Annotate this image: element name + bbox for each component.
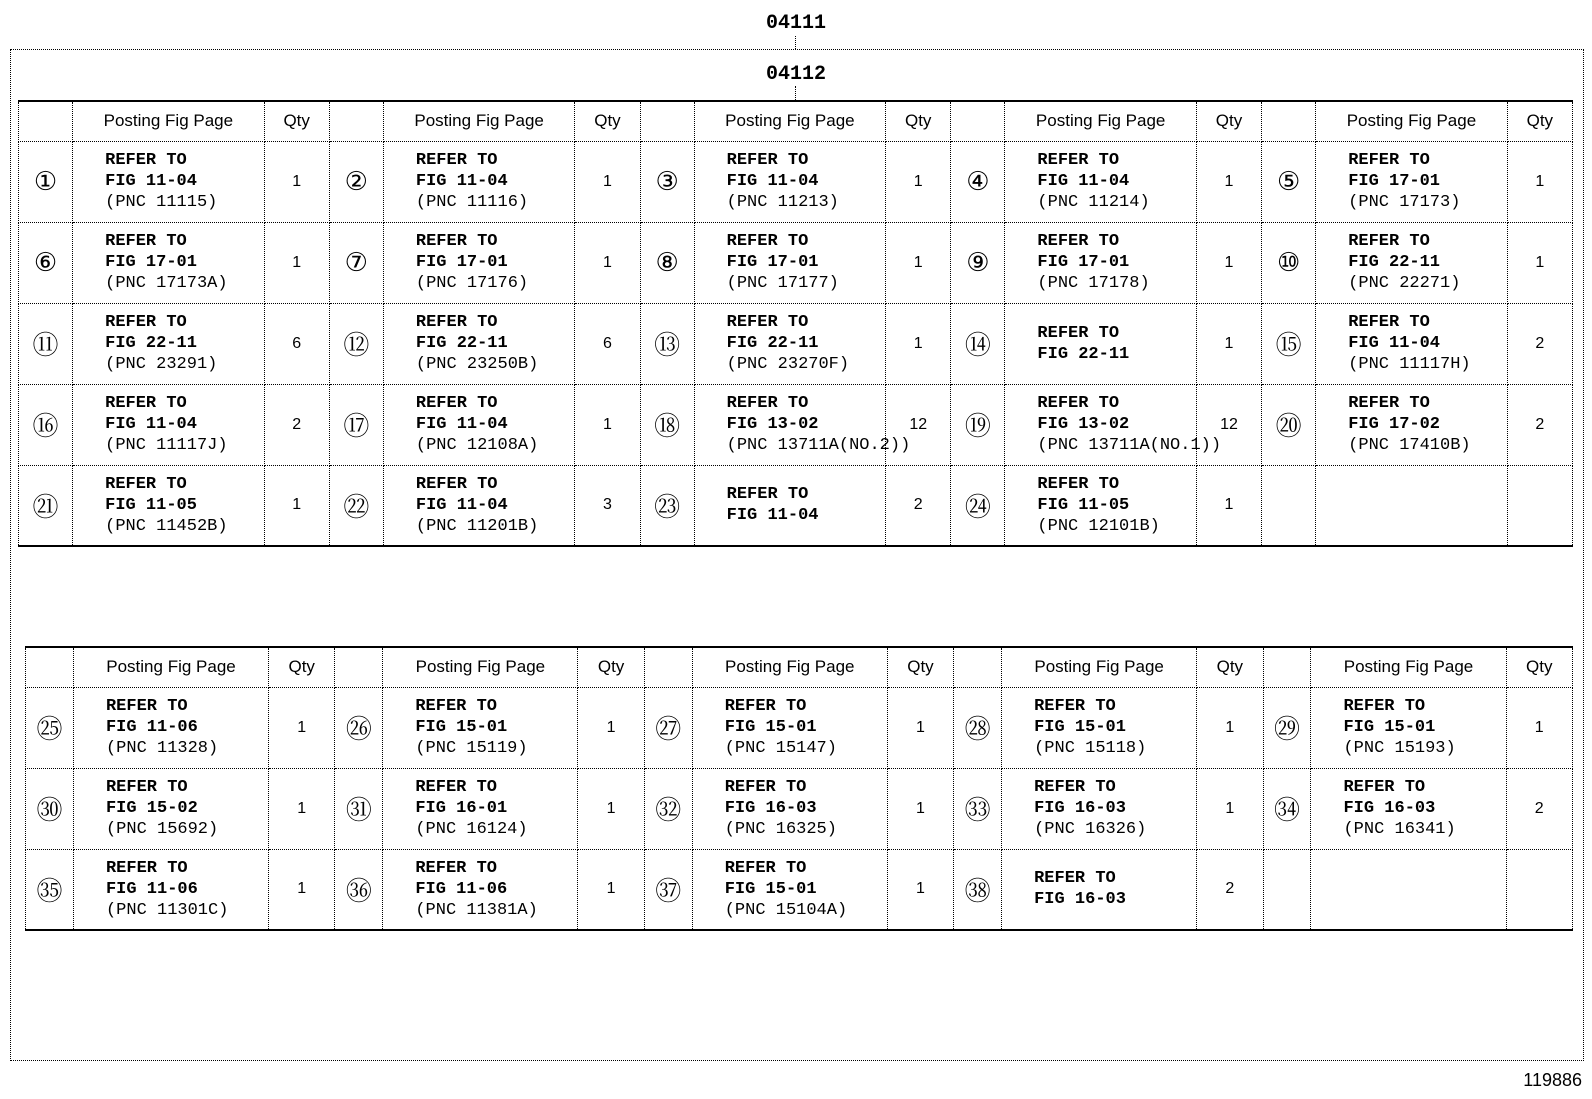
fig-number: FIG 15-01 — [1034, 718, 1126, 737]
header-posting-fig-page: Posting Fig Page — [383, 101, 574, 141]
refer-to-text: REFER TO — [415, 778, 497, 797]
quantity: 2 — [1507, 384, 1572, 465]
refer-to-text: REFER TO — [105, 313, 187, 332]
item-number: ⑱ — [640, 384, 694, 465]
item-number: ② — [329, 141, 383, 222]
pnc-number: (PNC 11213) — [726, 193, 839, 212]
pnc-number: (PNC 11117J) — [105, 436, 228, 455]
item-number: ⑰ — [329, 384, 383, 465]
quantity: 1 — [1196, 222, 1261, 303]
quantity: 1 — [578, 768, 644, 849]
quantity: 1 — [575, 222, 640, 303]
pnc-number: (PNC 17178) — [1037, 274, 1150, 293]
posting-fig-reference — [73, 141, 264, 222]
posting-fig-reference — [1005, 303, 1196, 384]
quantity: 12 — [1196, 384, 1261, 465]
refer-to-text: REFER TO — [1037, 394, 1120, 413]
refer-to-text: REFER TO — [726, 232, 809, 251]
refer-to-text: REFER TO — [724, 858, 807, 878]
header-qty: Qty — [575, 101, 640, 141]
refer-to-text: REFER TO — [105, 858, 188, 878]
refer-to-text: REFER TO — [726, 394, 809, 413]
refer-to-text: REFER TO — [415, 394, 498, 413]
item-number: ㉓ — [640, 465, 694, 546]
pnc-number: (PNC 22271) — [1348, 274, 1461, 293]
refer-to-text: REFER TO — [1037, 151, 1120, 170]
posting-fig-reference — [1316, 384, 1507, 465]
quantity: 1 — [575, 384, 640, 465]
table-row — [19, 384, 1573, 465]
fig-number: FIG 15-01 — [415, 718, 508, 737]
pnc-number: (PNC 11301C) — [105, 900, 229, 920]
header-posting-fig-page: Posting Fig Page — [1316, 101, 1507, 141]
pnc-number: (PNC 17410B) — [1348, 436, 1471, 455]
item-number: ⑥ — [19, 222, 73, 303]
item-number: ㊳ — [954, 849, 1002, 930]
header-index-cell — [19, 101, 73, 141]
quantity — [1507, 465, 1572, 546]
pnc-number: (PNC 15118) — [1034, 739, 1147, 758]
quantity: 1 — [269, 849, 335, 930]
quantity: 1 — [578, 687, 644, 768]
posting-fig-reference — [383, 687, 578, 768]
quantity: 1 — [887, 849, 953, 930]
item-number: ⑭ — [951, 303, 1005, 384]
item-number: ㉚ — [26, 768, 74, 849]
item-number: ㉜ — [644, 768, 692, 849]
table-row — [26, 849, 1573, 930]
table-row — [26, 768, 1573, 849]
posting-fig-reference — [1005, 384, 1222, 465]
item-number — [1263, 849, 1311, 930]
fig-number: FIG 22-11 — [1037, 344, 1130, 364]
fig-number: FIG 11-06 — [415, 879, 508, 899]
item-number: ㉔ — [951, 465, 1005, 546]
posting-fig-reference — [1005, 141, 1196, 222]
fig-number: FIG 11-06 — [105, 718, 198, 737]
quantity: 1 — [886, 303, 951, 384]
pnc-number: (PNC 11214) — [1037, 193, 1150, 212]
item-number: ㉘ — [954, 687, 1002, 768]
posting-fig-reference — [1316, 222, 1507, 303]
header-qty: Qty — [886, 101, 951, 141]
quantity: 2 — [264, 384, 329, 465]
refer-to-text: REFER TO — [724, 778, 807, 797]
item-number: ㉑ — [19, 465, 73, 546]
fig-number: FIG 16-03 — [1343, 799, 1436, 818]
refer-to-text: REFER TO — [1348, 394, 1430, 413]
header-index-cell — [644, 647, 692, 687]
refer-to-text: REFER TO — [415, 232, 498, 251]
refer-to-text: REFER TO — [726, 151, 809, 170]
item-number: ㉟ — [26, 849, 74, 930]
item-number: ⑲ — [951, 384, 1005, 465]
item-number: ⑩ — [1262, 222, 1316, 303]
pnc-number: (PNC 15119) — [415, 739, 528, 758]
pnc-number: (PNC 11381A) — [415, 900, 538, 920]
item-number: ⑪ — [19, 303, 73, 384]
posting-fig-reference — [73, 687, 268, 768]
pnc-number: (PNC 15692) — [105, 820, 219, 839]
header-qty: Qty — [578, 647, 644, 687]
posting-fig-reference — [383, 303, 574, 384]
fig-number: FIG 11-06 — [105, 879, 198, 899]
quantity: 1 — [264, 465, 329, 546]
refer-to-text: REFER TO — [1343, 697, 1426, 716]
posting-fig-reference — [1002, 849, 1197, 930]
pnc-number: (PNC 13711A(NO.1)) — [1037, 436, 1222, 455]
posting-fig-reference — [73, 768, 268, 849]
fig-number: FIG 16-03 — [1034, 799, 1126, 818]
posting-fig-reference — [694, 303, 885, 384]
fig-number: FIG 11-04 — [1348, 334, 1441, 353]
pnc-number: (PNC 23291) — [105, 355, 218, 374]
fig-number: FIG 17-01 — [1037, 253, 1130, 272]
fig-number: FIG 22-11 — [726, 334, 819, 353]
pnc-number: (PNC 11201B) — [415, 516, 539, 536]
refer-to-text: REFER TO — [726, 485, 809, 505]
pnc-number: (PNC 17177) — [726, 274, 839, 293]
item-number: ③ — [640, 141, 694, 222]
fig-number: FIG 17-01 — [105, 253, 197, 272]
quantity: 1 — [886, 141, 951, 222]
header-index-cell — [1262, 101, 1316, 141]
quantity: 1 — [1506, 687, 1572, 768]
fig-number: FIG 11-04 — [415, 495, 508, 515]
refer-to-text: REFER TO — [1034, 697, 1116, 716]
pnc-number: (PNC 23250B) — [415, 355, 539, 374]
quantity: 2 — [1506, 768, 1572, 849]
fig-number: FIG 22-11 — [105, 334, 197, 353]
refer-to-text: REFER TO — [415, 858, 497, 878]
refer-to-text: REFER TO — [1348, 313, 1430, 332]
header-qty: Qty — [1507, 101, 1572, 141]
item-number: ⑬ — [640, 303, 694, 384]
item-number: ⑯ — [19, 384, 73, 465]
reference-table-2 — [25, 646, 1573, 931]
refer-to-text: REFER TO — [1343, 778, 1426, 797]
posting-fig-reference — [692, 768, 887, 849]
quantity: 1 — [578, 849, 644, 930]
fig-number: FIG 15-02 — [105, 799, 198, 818]
quantity: 6 — [264, 303, 329, 384]
posting-fig-reference — [1002, 768, 1197, 849]
item-number: ㉞ — [1263, 768, 1311, 849]
table-row — [19, 222, 1573, 303]
quantity: 1 — [264, 141, 329, 222]
refer-to-text: REFER TO — [1034, 869, 1116, 889]
posting-fig-reference — [1005, 222, 1196, 303]
fig-number: FIG 15-01 — [724, 718, 817, 737]
quantity: 1 — [1196, 465, 1261, 546]
posting-fig-reference — [73, 303, 264, 384]
table-row — [26, 687, 1573, 768]
item-number: ㉗ — [644, 687, 692, 768]
refer-to-text: REFER TO — [1034, 778, 1116, 797]
header-qty: Qty — [1197, 647, 1263, 687]
fig-number: FIG 16-01 — [415, 799, 508, 818]
item-number: ㉕ — [26, 687, 74, 768]
posting-fig-reference — [692, 849, 887, 930]
fig-number: FIG 15-01 — [1343, 718, 1436, 737]
quantity: 12 — [886, 384, 951, 465]
fig-number: FIG 11-05 — [1037, 495, 1130, 515]
pnc-number: (PNC 11117H) — [1348, 355, 1471, 374]
pnc-number: (PNC 16326) — [1034, 820, 1147, 839]
refer-to-text: REFER TO — [1037, 232, 1120, 251]
refer-to-text: REFER TO — [105, 697, 188, 716]
header-index-cell — [954, 647, 1002, 687]
header-index-cell — [951, 101, 1005, 141]
posting-fig-reference — [1311, 768, 1506, 849]
fig-number: FIG 17-02 — [1348, 415, 1441, 434]
fig-number: FIG 13-02 — [726, 415, 819, 434]
fig-number: FIG 11-04 — [1037, 172, 1130, 191]
posting-fig-reference — [694, 222, 885, 303]
quantity: 1 — [269, 768, 335, 849]
quantity — [1506, 849, 1572, 930]
posting-fig-reference — [73, 384, 264, 465]
refer-to-text: REFER TO — [1037, 323, 1120, 343]
item-number: ㊱ — [335, 849, 383, 930]
refer-to-text: REFER TO — [105, 232, 187, 251]
fig-number: FIG 15-01 — [724, 879, 817, 899]
fig-number: FIG 11-04 — [105, 172, 197, 191]
refer-to-text: REFER TO — [105, 778, 188, 797]
pnc-number: (PNC 15193) — [1343, 739, 1456, 758]
pnc-number: (PNC 23270F) — [726, 355, 850, 374]
refer-to-text: REFER TO — [726, 313, 809, 332]
fig-number: FIG 17-01 — [1348, 172, 1441, 191]
outer-leader-line — [795, 36, 796, 49]
posting-fig-reference — [1316, 303, 1507, 384]
pnc-number: (PNC 17173) — [1348, 193, 1461, 212]
fig-number: FIG 22-11 — [415, 334, 508, 353]
header-posting-fig-page: Posting Fig Page — [383, 647, 578, 687]
fig-number: FIG 16-03 — [724, 799, 817, 818]
posting-fig-reference — [383, 141, 574, 222]
pnc-number: (PNC 17173A) — [105, 274, 228, 293]
pnc-number: (PNC 17176) — [415, 274, 529, 293]
quantity: 6 — [575, 303, 640, 384]
pnc-number: (PNC 11116) — [415, 193, 529, 212]
posting-fig-reference — [1311, 687, 1506, 768]
quantity: 2 — [1507, 303, 1572, 384]
quantity: 1 — [575, 141, 640, 222]
quantity: 1 — [264, 222, 329, 303]
quantity: 1 — [887, 768, 953, 849]
header-qty: Qty — [887, 647, 953, 687]
item-number: ⑦ — [329, 222, 383, 303]
item-number: ⑳ — [1262, 384, 1316, 465]
posting-fig-reference — [1316, 465, 1507, 546]
pnc-number: (PNC 11328) — [105, 739, 219, 758]
pnc-number: (PNC 13711A(NO.2)) — [726, 436, 911, 455]
header-posting-fig-page: Posting Fig Page — [73, 101, 264, 141]
fig-number: FIG 11-04 — [105, 415, 197, 434]
item-number: ⑨ — [951, 222, 1005, 303]
header-qty: Qty — [1196, 101, 1261, 141]
header-index-cell — [640, 101, 694, 141]
fig-number: FIG 11-04 — [415, 415, 508, 434]
pnc-number: (PNC 15147) — [724, 739, 837, 758]
item-number: ㉛ — [335, 768, 383, 849]
quantity: 1 — [1196, 141, 1261, 222]
table-row — [19, 141, 1573, 222]
quantity: 2 — [1197, 849, 1263, 930]
fig-number: FIG 17-01 — [415, 253, 508, 272]
quantity: 1 — [269, 687, 335, 768]
header-posting-fig-page: Posting Fig Page — [73, 647, 268, 687]
item-number: ⑤ — [1262, 141, 1316, 222]
fig-number: FIG 16-03 — [1034, 890, 1126, 910]
posting-fig-reference — [692, 687, 887, 768]
posting-fig-reference — [1002, 687, 1197, 768]
refer-to-text: REFER TO — [1348, 151, 1430, 170]
item-number: ⑮ — [1262, 303, 1316, 384]
quantity: 1 — [1196, 303, 1261, 384]
item-number: ㉒ — [329, 465, 383, 546]
item-number: ④ — [951, 141, 1005, 222]
posting-fig-reference — [383, 465, 574, 546]
sheet-number: 119886 — [1523, 1070, 1582, 1090]
quantity: 1 — [1507, 141, 1572, 222]
posting-fig-reference — [383, 384, 574, 465]
item-number — [1262, 465, 1316, 546]
quantity: 2 — [886, 465, 951, 546]
header-posting-fig-page: Posting Fig Page — [1002, 647, 1197, 687]
inner-leader-line — [795, 86, 796, 100]
header-index-cell — [335, 647, 383, 687]
refer-to-text: REFER TO — [415, 697, 497, 716]
pnc-number: (PNC 15104A) — [724, 900, 848, 920]
header-index-cell — [1263, 647, 1311, 687]
quantity: 1 — [1197, 687, 1263, 768]
outer-assembly-code: 04111 — [766, 12, 827, 35]
fig-number: FIG 17-01 — [726, 253, 819, 272]
fig-number: FIG 11-04 — [415, 172, 508, 191]
refer-to-text: REFER TO — [724, 697, 807, 716]
refer-to-text: REFER TO — [105, 151, 187, 170]
header-posting-fig-page: Posting Fig Page — [1311, 647, 1506, 687]
item-number: ⑫ — [329, 303, 383, 384]
refer-to-text: REFER TO — [415, 474, 498, 494]
fig-number: FIG 11-05 — [105, 495, 197, 515]
refer-to-text: REFER TO — [1037, 474, 1120, 494]
header-index-cell — [26, 647, 74, 687]
quantity: 1 — [887, 687, 953, 768]
header-qty: Qty — [1506, 647, 1572, 687]
refer-to-text: REFER TO — [1348, 232, 1430, 251]
quantity: 1 — [886, 222, 951, 303]
header-posting-fig-page: Posting Fig Page — [1005, 101, 1196, 141]
header-qty: Qty — [264, 101, 329, 141]
refer-to-text: REFER TO — [415, 151, 498, 170]
pnc-number: (PNC 12108A) — [415, 436, 539, 455]
refer-to-text: REFER TO — [415, 313, 498, 332]
posting-fig-reference — [694, 384, 911, 465]
posting-fig-reference — [73, 849, 268, 930]
item-number: ⑧ — [640, 222, 694, 303]
pnc-number: (PNC 16124) — [415, 820, 528, 839]
header-index-cell — [329, 101, 383, 141]
posting-fig-reference — [1311, 849, 1506, 930]
posting-fig-reference — [1005, 465, 1196, 546]
pnc-number: (PNC 16325) — [724, 820, 837, 839]
fig-number: FIG 22-11 — [1348, 253, 1441, 272]
posting-fig-reference — [1316, 141, 1507, 222]
pnc-number: (PNC 11115) — [105, 193, 218, 212]
item-number: ㉖ — [335, 687, 383, 768]
posting-fig-reference — [694, 141, 885, 222]
posting-fig-reference — [383, 849, 578, 930]
header-qty: Qty — [269, 647, 335, 687]
posting-fig-reference — [73, 222, 264, 303]
refer-to-text: REFER TO — [105, 474, 187, 494]
item-number: ① — [19, 141, 73, 222]
table-row — [19, 303, 1573, 384]
quantity: 1 — [1507, 222, 1572, 303]
item-number: ㊲ — [644, 849, 692, 930]
posting-fig-reference — [694, 465, 885, 546]
header-posting-fig-page: Posting Fig Page — [694, 101, 885, 141]
fig-number: FIG 11-04 — [726, 506, 819, 526]
fig-number: FIG 13-02 — [1037, 415, 1130, 434]
reference-table-1 — [18, 100, 1573, 547]
posting-fig-reference — [383, 768, 578, 849]
pnc-number: (PNC 16341) — [1343, 820, 1456, 839]
pnc-number: (PNC 11452B) — [105, 516, 228, 536]
header-posting-fig-page: Posting Fig Page — [692, 647, 887, 687]
quantity: 3 — [575, 465, 640, 546]
inner-assembly-code: 04112 — [766, 63, 827, 86]
quantity: 1 — [1197, 768, 1263, 849]
item-number: ㉙ — [1263, 687, 1311, 768]
item-number: ㉝ — [954, 768, 1002, 849]
fig-number: FIG 11-04 — [726, 172, 819, 191]
pnc-number: (PNC 12101B) — [1037, 516, 1160, 536]
posting-fig-reference — [383, 222, 574, 303]
table-row — [19, 465, 1573, 546]
refer-to-text: REFER TO — [105, 394, 187, 413]
posting-fig-reference — [73, 465, 264, 546]
